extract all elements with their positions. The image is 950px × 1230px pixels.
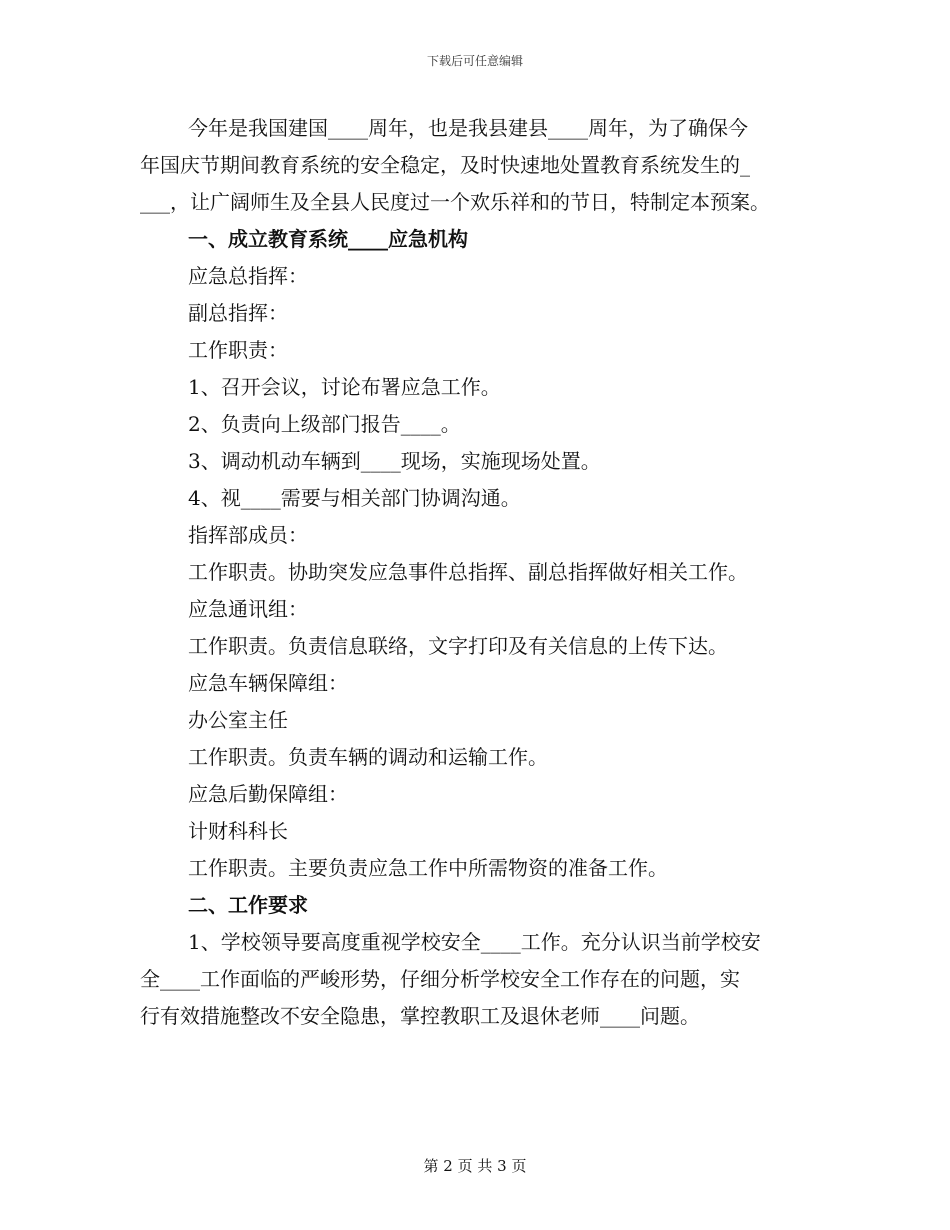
role-hq-members: 指挥部成员： bbox=[188, 523, 308, 547]
logistics-group-lead: 计财科科长 bbox=[188, 819, 288, 843]
role-comms-group: 应急通讯组： bbox=[188, 597, 308, 621]
duty-item-1: 1、召开会议，讨论布署应急工作。 bbox=[188, 375, 501, 399]
logistics-group-duties: 工作职责。主要负责应急工作中所需物资的准备工作。 bbox=[188, 856, 668, 880]
role-logistics-group: 应急后勤保障组： bbox=[188, 782, 348, 806]
role-deputy-commander: 副总指挥： bbox=[188, 301, 288, 325]
vehicle-group-lead: 办公室主任 bbox=[188, 708, 288, 732]
duty-item-3: 3、调动机动车辆到____现场，实施现场处置。 bbox=[188, 449, 601, 473]
duty-item-2: 2、负责向上级部门报告____。 bbox=[188, 412, 461, 436]
intro-line-1: 今年是我国建国____周年，也是我县建县____周年，为了确保今 bbox=[188, 116, 748, 140]
intro-line-2: 年国庆节期间教育系统的安全稳定，及时快速地处置教育系统发生的_ bbox=[140, 153, 750, 177]
hq-members-duties: 工作职责。协助突发应急事件总指挥、副总指挥做好相关工作。 bbox=[188, 560, 748, 584]
duties-label: 工作职责： bbox=[188, 338, 288, 362]
requirement-1-line-2: 全____工作面临的严峻形势，仔细分析学校安全工作存在的问题，实 bbox=[140, 967, 740, 991]
page-footer: 第 2 页 共 3 页 bbox=[423, 1157, 527, 1175]
intro-line-3: ___，让广阔师生及全县人民度过一个欢乐祥和的节日，特制定本预案。 bbox=[140, 190, 770, 214]
section-heading-1: 一、成立教育系统____应急机构 bbox=[188, 227, 468, 251]
duty-item-4: 4、视____需要与相关部门协调沟通。 bbox=[188, 486, 521, 510]
requirement-1-line-1: 1、学校领导要高度重视学校安全____工作。充分认识当前学校安 bbox=[188, 930, 761, 954]
document-body bbox=[140, 110, 800, 1035]
vehicle-group-duties: 工作职责。负责车辆的调动和运输工作。 bbox=[188, 745, 548, 769]
requirement-1-line-3: 行有效措施整改不安全隐患，掌控教职工及退休老师____问题。 bbox=[140, 1004, 700, 1028]
page-header: 下载后可任意编辑 bbox=[426, 54, 523, 68]
role-commander: 应急总指挥： bbox=[188, 264, 308, 288]
role-vehicle-group: 应急车辆保障组： bbox=[188, 671, 348, 695]
section-heading-2: 二、工作要求 bbox=[188, 893, 308, 917]
comms-group-duties: 工作职责。负责信息联络，文字打印及有关信息的上传下达。 bbox=[188, 634, 728, 658]
